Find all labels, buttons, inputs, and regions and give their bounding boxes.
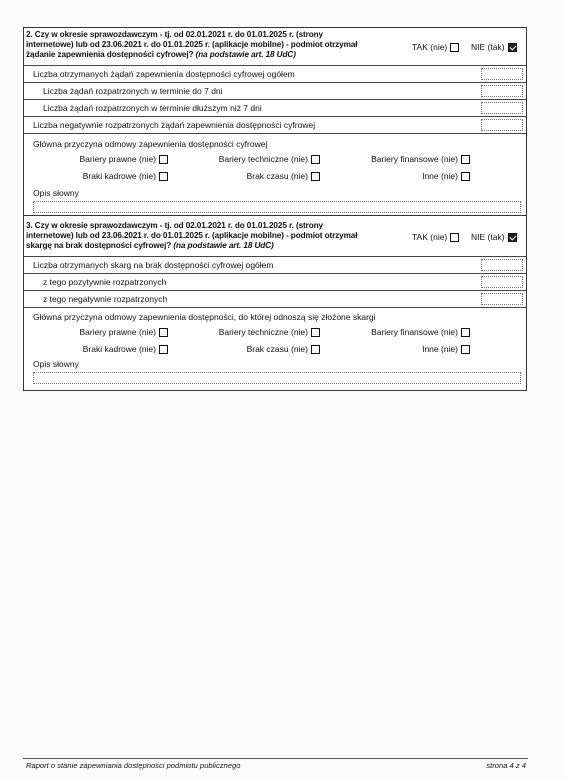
option-label: Braki kadrowe (nie): [82, 344, 156, 354]
tak-checkbox[interactable]: [450, 233, 459, 242]
nie-checkbox-checked[interactable]: [508, 233, 517, 242]
legal-basis-note: (na podstawie art. 18 UdC): [195, 50, 296, 59]
checkbox[interactable]: [311, 328, 320, 337]
value-field[interactable]: [481, 85, 523, 97]
question-line: 3. Czy w okresie sprawozdawczym - tj. od 02.01.2021 r. do 01.01.2025 r. (strony: [26, 221, 323, 230]
value-field[interactable]: [481, 68, 523, 80]
checkbox[interactable]: [159, 328, 168, 337]
reason-title: Główna przyczyna odmowy zapewnienia dostępności cyfrowej: [33, 139, 268, 149]
tak-label: TAK (nie): [412, 232, 448, 242]
option-label: Inne (nie): [422, 171, 458, 181]
section-3-nie-option[interactable]: [471, 232, 517, 242]
option-label: Bariery techniczne (nie): [218, 154, 308, 164]
section-3-accessibility-complaints: [23, 216, 527, 391]
section-2-digital-accessibility-requests: [23, 27, 527, 216]
option-lack-of-time[interactable]: [247, 171, 320, 181]
row-label: Liczba negatywnie rozpatrzonych żądań zapewnienia dostępności cyfrowej: [33, 120, 316, 130]
option-other[interactable]: [422, 344, 470, 354]
checkbox[interactable]: [311, 155, 320, 164]
option-other[interactable]: [422, 171, 470, 181]
opis-label: Opis słowny: [33, 188, 79, 198]
option-legal-barriers[interactable]: [79, 154, 168, 164]
checkbox[interactable]: [159, 155, 168, 164]
section-2-question: [26, 30, 402, 60]
option-label: Bariery finansowe (nie): [371, 327, 458, 337]
section-3-question: [26, 221, 402, 251]
value-field[interactable]: [481, 293, 523, 305]
tak-label: TAK (nie): [412, 42, 448, 52]
row-label: Liczba żądań rozpatrzonych w terminie do 7 dni: [43, 86, 223, 96]
reason-title: Główna przyczyna odmowy zapewnienia dostępności, do której odnoszą się złożone skargi: [33, 312, 376, 322]
tak-checkbox[interactable]: [450, 43, 459, 52]
row-label: z tego negatywnie rozpatrzonych: [43, 294, 168, 304]
option-label: Braki kadrowe (nie): [82, 171, 156, 181]
table-row: [24, 256, 526, 273]
section-3-tak-option[interactable]: [412, 232, 459, 242]
table-row: [24, 116, 526, 133]
description-field[interactable]: [33, 201, 521, 213]
checkbox[interactable]: [461, 172, 470, 181]
option-legal-barriers[interactable]: [79, 327, 168, 337]
footer-divider: [23, 758, 528, 759]
option-technical-barriers[interactable]: [219, 327, 320, 337]
value-field[interactable]: [481, 259, 523, 271]
row-label: Liczba otrzymanych żądań zapewnienia dostępności cyfrowej ogółem: [33, 69, 295, 79]
option-financial-barriers[interactable]: [371, 154, 470, 164]
checkbox[interactable]: [159, 345, 168, 354]
row-label: Liczba otrzymanych skarg na brak dostępności cyfrowej ogółem: [33, 260, 274, 270]
option-staff-shortage[interactable]: [83, 171, 168, 181]
checkbox[interactable]: [159, 172, 168, 181]
page-number: strona 4 z 4: [486, 761, 526, 770]
option-label: Inne (nie): [422, 344, 458, 354]
option-label: Bariery finansowe (nie): [371, 154, 458, 164]
nie-label: NIE (tak): [471, 42, 505, 52]
checkbox[interactable]: [311, 345, 320, 354]
table-row: [24, 290, 526, 307]
option-financial-barriers[interactable]: [371, 327, 470, 337]
option-technical-barriers[interactable]: [219, 154, 320, 164]
option-label: Bariery prawne (nie): [79, 154, 156, 164]
checkbox[interactable]: [461, 328, 470, 337]
checkbox[interactable]: [311, 172, 320, 181]
option-staff-shortage[interactable]: [83, 344, 168, 354]
option-label: Brak czasu (nie): [246, 171, 308, 181]
row-label: z tego pozytywnie rozpatrzonych: [43, 277, 167, 287]
nie-checkbox-checked[interactable]: [508, 43, 517, 52]
question-line: internetowe) lub od 23.06.2021 r. do 01.01.2025 r. (aplikacje mobilne) - podmiot otrzymał: [26, 40, 358, 49]
table-row: [24, 82, 526, 99]
value-field[interactable]: [481, 276, 523, 288]
nie-label: NIE (tak): [471, 232, 505, 242]
table-row: [24, 99, 526, 116]
option-label: Bariery prawne (nie): [79, 327, 156, 337]
option-lack-of-time[interactable]: [247, 344, 320, 354]
checkbox[interactable]: [461, 345, 470, 354]
question-line: żądanie zapewnienia dostępności cyfrowej?: [26, 50, 194, 59]
footer-report-title: Raport o stanie zapewniania dostępności podmiotu publicznego: [26, 761, 241, 770]
question-line: 2. Czy w okresie sprawozdawczym - tj. od 02.01.2021 r. do 01.01.2025 r. (strony: [26, 30, 323, 39]
legal-basis-note: (na podstawie art. 18 UdC): [173, 241, 274, 250]
value-field[interactable]: [481, 102, 523, 114]
section-2-nie-option[interactable]: [471, 42, 517, 52]
option-label: Brak czasu (nie): [246, 344, 308, 354]
question-line: internetowe) lub od 23.06.2021 r. do 01.01.2025 r. (aplikacje mobilne) - podmiot otrzymał: [26, 231, 358, 240]
row-label: Liczba żądań rozpatrzonych w terminie dłuższym niż 7 dni: [43, 103, 262, 113]
section-2-tak-option[interactable]: [412, 42, 459, 52]
opis-label: Opis słowny: [33, 359, 79, 369]
checkbox[interactable]: [461, 155, 470, 164]
description-field[interactable]: [33, 372, 521, 384]
table-row: [24, 273, 526, 290]
option-label: Bariery techniczne (nie): [218, 327, 308, 337]
question-line: skargę na brak dostępności cyfrowej?: [26, 241, 172, 250]
value-field[interactable]: [481, 119, 523, 131]
table-row: [24, 65, 526, 82]
